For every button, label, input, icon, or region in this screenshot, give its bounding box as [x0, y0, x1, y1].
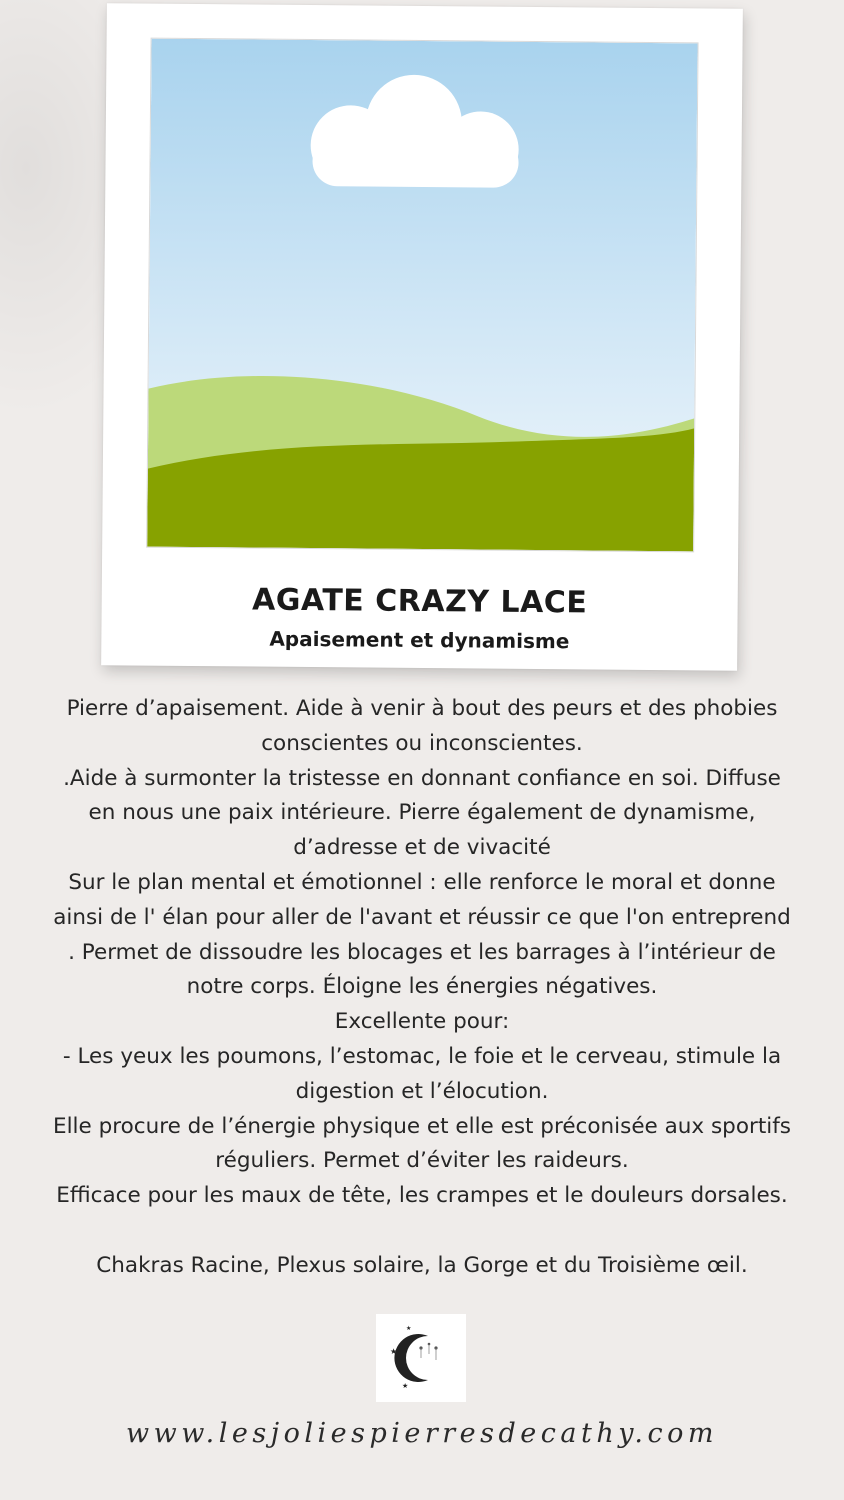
description-text — [18, 692, 826, 1284]
polaroid-card — [101, 3, 743, 671]
description-line: Sur le plan mental et émotionnel : elle renforce le moral et donne — [68, 869, 776, 895]
svg-text:★: ★ — [406, 1325, 412, 1332]
spacer — [18, 1214, 826, 1249]
description-line: Pierre d’apaisement. Aide à venir à bout des peurs et des phobies — [66, 696, 778, 721]
description-line: . Permet de dissoudre les blocages et les barrages à l’intérieur de — [68, 939, 776, 965]
description-line: conscientes ou inconscientes. — [261, 730, 583, 756]
svg-text:★: ★ — [402, 1382, 409, 1390]
description-line: .Aide à surmonter la tristesse en donnant confiance en soi. Diffuse — [63, 765, 781, 791]
website-url: www.lesjoliespierresdecathy.com — [126, 1418, 718, 1449]
description-line: réguliers. Permet d’éviter les raideurs. — [215, 1148, 629, 1174]
description-line: en nous une paix intérieure. Pierre également de dynamisme, — [88, 800, 756, 826]
chakras-line: Chakras Racine, Plexus solaire, la Gorge et du Troisième œil. — [96, 1252, 748, 1278]
description-line: Efficace pour les maux de tête, les crampes et le douleurs dorsales. — [56, 1183, 788, 1209]
description-line: Excellente pour: — [334, 1009, 510, 1035]
landscape-placeholder-image — [146, 38, 698, 553]
description-line: - Les yeux les poumons, l’estomac, le foie et le cerveau, stimule la — [62, 1043, 782, 1069]
description-line: Elle procure de l’énergie physique et elle est préconisée aux sportifs — [53, 1113, 791, 1139]
stone-subtitle: Apaisement et dynamisme — [269, 626, 570, 654]
stone-title: AGATE CRAZY LACE — [251, 582, 588, 621]
description-line: digestion et l’élocution. — [295, 1078, 549, 1104]
svg-text:★: ★ — [390, 1347, 398, 1356]
crescent-moon-logo-icon — [376, 1314, 466, 1402]
description-line: d’adresse et de vivacité — [293, 835, 551, 861]
description-line: notre corps. Éloigne les énergies négatives. — [186, 974, 658, 1000]
description-line: ainsi de l' élan pour aller de l'avant et réussir ce que l'on entreprend — [53, 904, 791, 930]
